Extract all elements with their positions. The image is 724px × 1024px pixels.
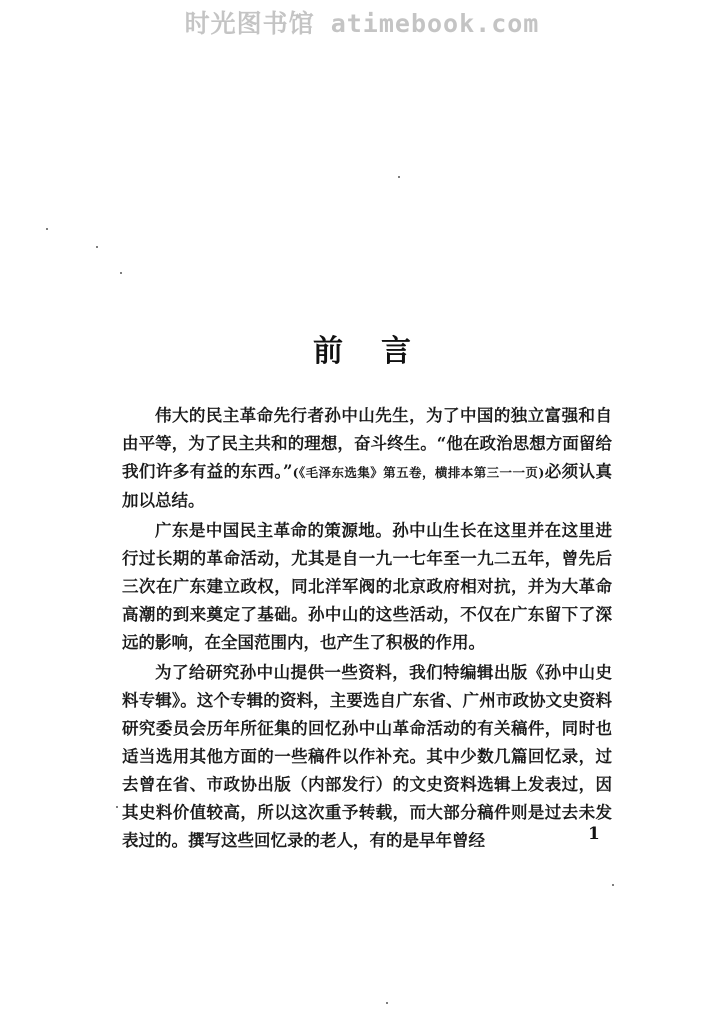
scan-speck [116, 806, 118, 808]
scan-speck [386, 1002, 388, 1004]
paragraph-1-text-after: 必须认真加以总结。 [122, 462, 612, 510]
watermark: 时光图书馆 atimebook.com [184, 9, 540, 38]
document-body [122, 402, 612, 855]
scan-speck [96, 246, 98, 248]
paragraph-1 [122, 402, 612, 515]
paragraph-2: 广东是中国民主革命的策源地。孙中山生长在这里并在这里进行过长期的革命活动，尤其是自一九一七年至一九二五年，曾先后三次在广东建立政权，同北洋军阀的北京政府相对抗，并为大革命高潮的到来奠定了基础。孙中山的这些活动，不仅在广东留下了深远的影响，在全国范围内，也产生了积极的作用。 [122, 521, 612, 652]
page-title: 前言 [313, 334, 449, 369]
page-number: 1 [588, 824, 600, 844]
scan-speck [612, 884, 614, 886]
paragraph-3: 为了给研究孙中山提供一些资料，我们特编辑出版《孙中山史料专辑》。这个专辑的资料，主要选自广东省、广州市政协文史资料研究委员会历年所征集的回忆孙中山革命活动的有关稿件，同时也适当选用其他方面的一些稿件以作补充。其中少数几篇回忆录，过去曾在省、市政协出版（内部发行）的文史资料选辑上发表过，因其史料价值较高，所以这次重予转载，而大部分稿件则是过去未发表过的。撰写这些回忆录的老人，有的是早年曾经 [122, 663, 612, 850]
citation: (《毛泽东选集》第五卷，横排本第三一一页) [292, 465, 545, 480]
scan-speck [46, 228, 48, 230]
paragraph-1-text: 伟大的民主革命先行者孙中山先生，为了中国的独立富强和自由平等，为了民主共和的理想，奋斗终生。“他在政治思想方面留给我们许多有益的东西。” [122, 406, 612, 481]
scan-speck [398, 176, 400, 178]
scan-speck [120, 272, 122, 274]
